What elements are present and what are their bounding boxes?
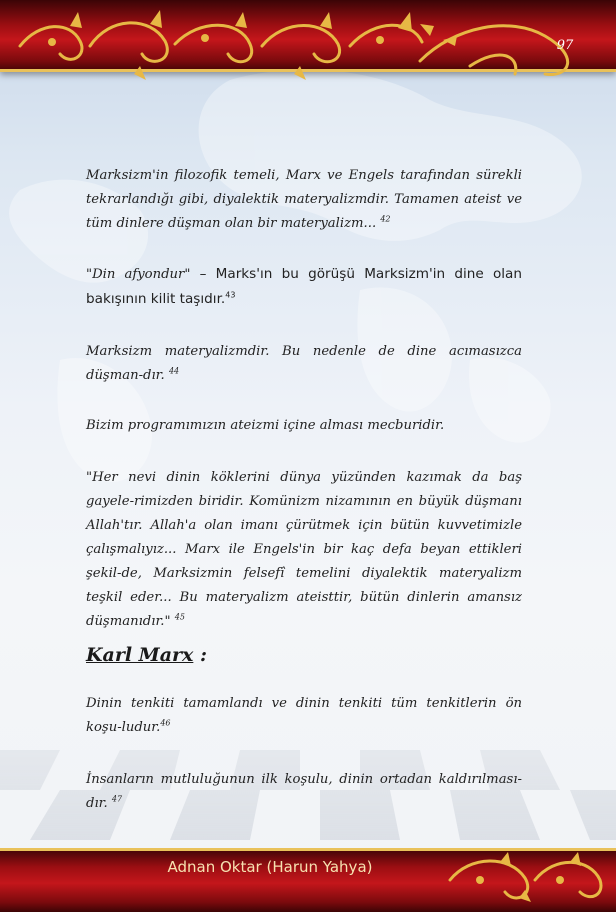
footer-author: Adnan Oktar (Harun Yahya) [167,858,373,876]
paragraph-3-text: Marksizm materyalizmdir. Bu nedenle de dine acımasızca düşman-dır. [86,344,522,383]
paragraph-4-text: Bizim programımızın ateizmi içine alması mecburidir. [86,418,445,433]
footnote-ref-42: 42 [380,214,391,224]
footer-gold-ornament [440,850,610,910]
paragraph-7 [86,768,522,816]
paragraph-5-text: "Her nevi dinin köklerini dünya yüzünden kazımak da baş gayele-rimizden biridir. Komünizm nizamının en büyük düşmanı Allah'tır. Allah'a olan imanı çürütmek için bütün kuvvetimizle çalışmalıyız... Marx ile Engels'in bir kaç defa beyan ettikleri şekil-de, Marksizmin felsefî temelini diyalektik materyalizm teşkil eder... Bu materyalizm ateisttir, bütün dinlerin amansız düşmanıdır." [86,470,522,629]
paragraph-2-quote: "Din afyondur" [86,267,191,282]
section-heading [86,644,207,666]
footnote-ref-46: 46 [160,718,171,728]
section-heading-name: Karl Marx [86,644,194,666]
page-number: 97 [556,38,574,53]
section-heading-suffix: : [193,644,207,666]
paragraph-1-text: Marksizm'in filozofik temeli, Marx ve Engels tarafından sürekli tekrarlandığı gibi, diyalektik materyalizmdir. Tamamen ateist ve tüm dinlere düşman olan bir materyalizm... [86,168,522,231]
paragraph-7-text: İnsanların mutluluğunun ilk koşulu, dinin ortadan kaldırılması-dır. [86,772,522,811]
footnote-ref-47: 47 [111,794,123,804]
paragraph-2-text: – Marks'ın bu görüşü Marksizm'in dine olan bakışının kilit taşıdır. [86,266,522,307]
footnote-ref-45: 45 [174,612,185,622]
paragraph-4 [86,414,522,438]
footnote-ref-43: 43 [225,290,236,300]
gold-floral-ornament [0,6,616,82]
paragraph-3 [86,340,522,388]
paragraph-5 [86,466,522,634]
paragraph-6 [86,692,522,740]
paragraph-1 [86,164,522,236]
paragraph-2 [86,262,522,311]
paragraph-6-text: Dinin tenkiti tamamlandı ve dinin tenkiti tüm tenkitlerin ön koşu-ludur. [86,696,522,735]
footnote-ref-44: 44 [168,366,180,376]
